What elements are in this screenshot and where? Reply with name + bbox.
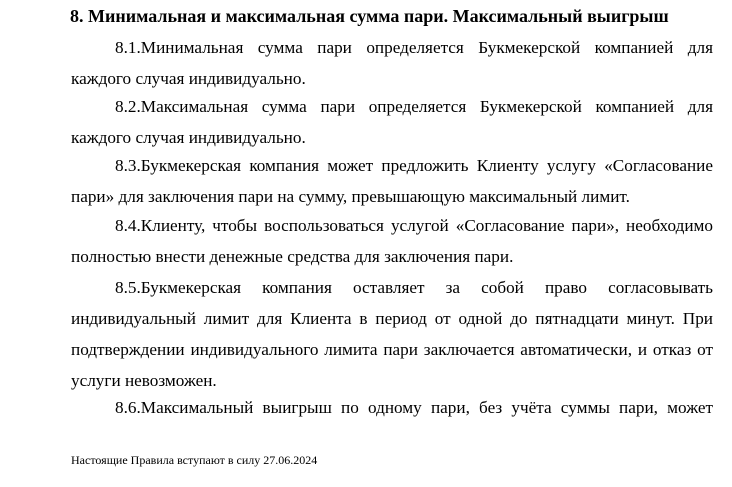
paragraph-8-2: 8.2.Максимальная сумма пари определяется Букмекерской компанией для каждого случая индивидуально. <box>71 97 713 147</box>
paragraph-8-3: 8.3.Букмекерская компания может предложить Клиенту услугу «Согласование пари» для заключения пари на сумму, превышающую максимальный лимит. <box>71 156 713 206</box>
paragraph-8-4: 8.4.Клиенту, чтобы воспользоваться услугой «Согласование пари», необходимо полностью внести денежные средства для заключения пари. <box>71 216 713 266</box>
paragraph-8-5: 8.5.Букмекерская компания оставляет за собой право согласовывать индивидуальный лимит для Клиента в период от одной до пятнадцати минут. При подтверждении индивидуального лимита пари заключается автоматически, и отказ от услуги невозможен. <box>71 278 713 390</box>
footer-note: Настоящие Правила вступают в силу 27.06.2024 <box>71 453 318 467</box>
paragraph-8-1: 8.1.Минимальная сумма пари определяется Букмекерской компанией для каждого случая индивидуально. <box>71 38 713 88</box>
section-heading: 8. Минимальная и максимальная сумма пари. Максимальный выигрыш <box>70 6 669 26</box>
paragraph-8-6: 8.6.Максимальный выигрыш по одному пари, без учёта суммы пари, может <box>115 398 713 417</box>
